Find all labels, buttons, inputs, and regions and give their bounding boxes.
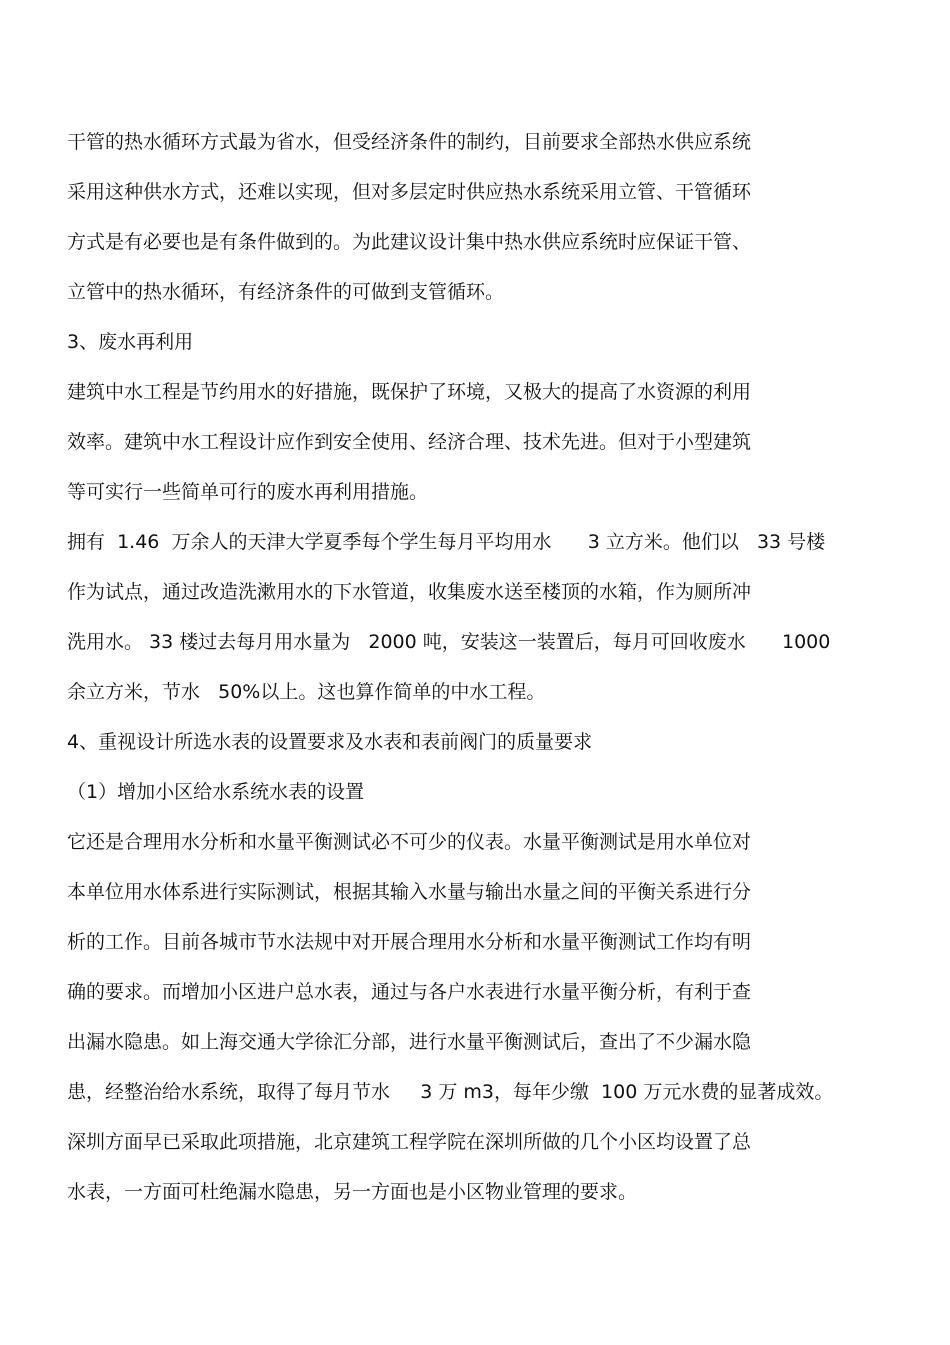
subsection-heading: （1）增加小区给水系统水表的设置 (67, 781, 365, 803)
text-line: 采用这种供水方式，还难以实现，但对多层定时供应热水系统采用立管、干管循环 (67, 181, 752, 203)
text-line: 患，经整治给水系统，取得了每月节水 3 万 m3，每年少缴 100 万元水费的显著成效。 (67, 1081, 834, 1103)
text-line: 作为试点，通过改造洗漱用水的下水管道，收集废水送至楼顶的水箱，作为厕所冲 (67, 581, 752, 603)
text-line: 它还是合理用水分析和水量平衡测试必不可少的仪表。水量平衡测试是用水单位对 (67, 831, 752, 853)
text-line: 水表，一方面可杜绝漏水隐患，另一方面也是小区物业管理的要求。 (67, 1181, 638, 1203)
text-line: 确的要求。而增加小区进户总水表，通过与各户水表进行水量平衡分析，有利于查 (67, 981, 752, 1003)
text-line: 立管中的热水循环，有经济条件的可做到支管循环。 (67, 281, 505, 303)
text-line: 余立方米，节水 50%以上。这也算作简单的中水工程。 (67, 681, 546, 703)
text-line: 析的工作。目前各城市节水法规中对开展合理用水分析和水量平衡测试工作均有明 (67, 931, 752, 953)
text-line: 方式是有必要也是有条件做到的。为此建议设计集中热水供应系统时应保证干管、 (67, 231, 752, 253)
section-heading: 3、废水再利用 (67, 331, 194, 353)
text-line: 干管的热水循环方式最为省水，但受经济条件的制约，目前要求全部热水供应系统 (67, 131, 752, 153)
text-line: 效率。建筑中水工程设计应作到安全使用、经济合理、技术先进。但对于小型建筑 (67, 431, 752, 453)
text-line: 出漏水隐患。如上海交通大学徐汇分部，进行水量平衡测试后，查出了不少漏水隐 (67, 1031, 752, 1053)
text-line: 本单位用水体系进行实际测试，根据其输入水量与输出水量之间的平衡关系进行分 (67, 881, 752, 903)
text-line: 等可实行一些简单可行的废水再利用措施。 (67, 481, 429, 503)
text-line: 拥有 1.46 万余人的天津大学夏季每个学生每月平均用水 3 立方米。他们以 33 号楼 (67, 531, 826, 553)
text-line: 建筑中水工程是节约用水的好措施，既保护了环境，又极大的提高了水资源的利用 (67, 381, 752, 403)
text-line: 洗用水。 33 楼过去每月用水量为 2000 吨，安装这一装置后，每月可回收废水 1000 (67, 631, 831, 653)
text-line: 深圳方面早已采取此项措施，北京建筑工程学院在深圳所做的几个小区均设置了总 (67, 1131, 752, 1153)
section-heading: 4、重视设计所选水表的设置要求及水表和表前阀门的质量要求 (67, 731, 593, 753)
